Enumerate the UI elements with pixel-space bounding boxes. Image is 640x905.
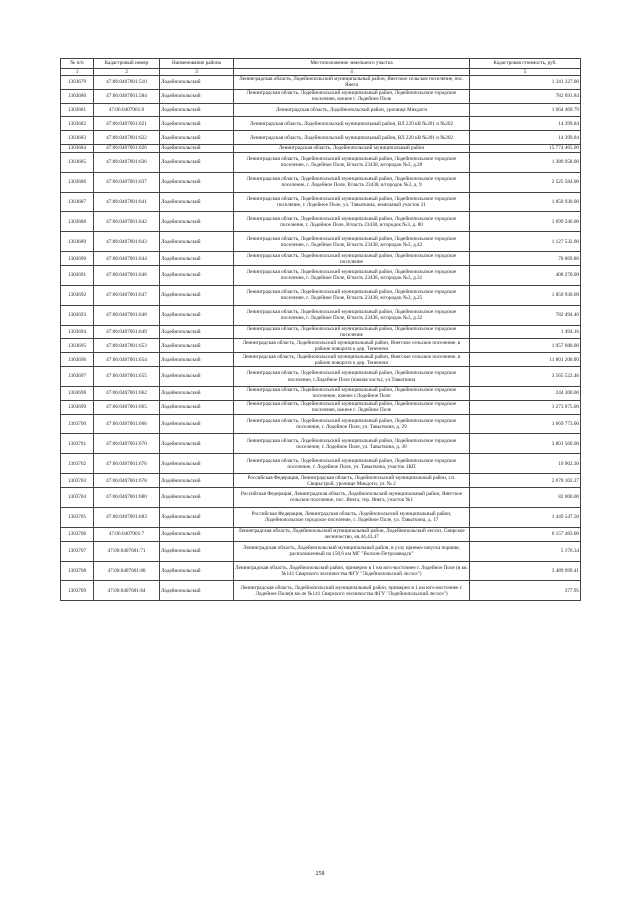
land-location: Ленинградская область, Лодейнопольский муниципальный район, Лодейнопольское городское поселение, г. Лодейное Поле, В/часть 23438, в/городок №3, д.31 [234, 266, 470, 286]
cadastral-number: 47:06:0407001:680 [94, 488, 160, 508]
land-location: Ленинградская область, Лодейнопольский муниципальный район, Лодейнопольское городское поселение, г. Лодейное Поле, В/часть 23438, в/городок №3, д. 9 [234, 172, 470, 192]
index-cell: 2 [94, 69, 160, 76]
table-row [61, 145, 581, 153]
cadastral-number: 47:06:0407001:642 [94, 212, 160, 232]
district-name: Лодейнопольский [160, 89, 234, 103]
cadastral-number: 47:06:0407001:636 [94, 152, 160, 172]
cadastral-value: 5 176.34 [470, 541, 581, 561]
cadastral-number: 47:06:0407001:84 [94, 581, 160, 601]
land-location: Ленинградская область, Лодейнопольский муниципальный район, Янегское сельское поселение, в районе поворота к дер. Тененичи [234, 353, 470, 367]
cadastral-number: 47:06:0407001:654 [94, 353, 160, 367]
table-row [61, 172, 581, 192]
row-number: 1303705 [61, 507, 94, 527]
cadastral-number: 47:06:0407001:584 [94, 89, 160, 103]
land-location: Ленинградская область, Лодейнопольский муниципальный район, ВЛ 220 кВ №201 и №202 [234, 131, 470, 145]
row-number: 1303692 [61, 285, 94, 305]
table-header-row [61, 59, 581, 69]
land-location: Ленинградская область, Лодейнопольский муниципальный район, Лодейнопольское городское поселение, г. Лодейное Поле, ул. Тавыткина, д. 29 [234, 414, 470, 434]
district-name: Лодейнопольский [160, 252, 234, 266]
cadastral-value: 1 957 680.00 [470, 339, 581, 353]
district-name: Лодейнопольский [160, 400, 234, 414]
district-name: Лодейнопольский [160, 103, 234, 117]
land-location: Ленинградская область, Лодейнопольский муниципальный район, Лодейнопольское городское поселение, г. Лодейное Поле, В/часть 23438, в/городок №3, д.32 [234, 305, 470, 325]
district-name: Лодейнопольский [160, 454, 234, 474]
table-body [61, 76, 581, 601]
row-number: 1303699 [61, 400, 94, 414]
cadastral-number: 47:06:0407001:510 [94, 76, 160, 90]
cadastral-number: 47:06:0407001:653 [94, 339, 160, 353]
cadastral-value: 1 699 246.00 [470, 212, 581, 232]
row-number: 1303706 [61, 527, 94, 541]
row-number: 1303681 [61, 103, 94, 117]
land-location: Ленинградская область, Лодейнопольский муниципальный район, Янегское сельское поселение, в районе поворота к дер. Тененичи [234, 339, 470, 353]
cadastral-value: 6 157 483.00 [470, 527, 581, 541]
cadastral-number: 47:06:0407001:662 [94, 386, 160, 400]
cadastral-number: 47:06:0407001:670 [94, 434, 160, 454]
cadastral-value: 782 494.40 [470, 305, 581, 325]
cadastral-value: 377.95 [470, 581, 581, 601]
table-row [61, 325, 581, 339]
row-number: 1303697 [61, 367, 94, 387]
row-number: 1303684 [61, 145, 94, 153]
index-cell: 3 [160, 69, 234, 76]
row-number: 1303682 [61, 117, 94, 131]
table-row [61, 434, 581, 454]
land-location: Ленинградская область, Лодейнопольский муниципальный район, примерно в 1 км юго-восточнее г. Лодейное Поле(в кв-ле №141 Свирского лесничества ФГУ "Лодейнопольский лесхоз") [234, 581, 470, 601]
row-number: 1303686 [61, 172, 94, 192]
row-number: 1303683 [61, 131, 94, 145]
table-row [61, 367, 581, 387]
cadastral-value: 1 850 930.00 [470, 192, 581, 212]
district-name: Лодейнопольский [160, 414, 234, 434]
district-name: Лодейнопольский [160, 152, 234, 172]
land-location: Ленинградская область, Лодейнопольский муниципальный район, Лодейнопольское городское поселение, южнее г.Лодейное Поле [234, 386, 470, 400]
cadastral-value: 1 127 532.00 [470, 232, 581, 252]
row-number: 1303685 [61, 152, 94, 172]
land-location: Ленинградская область, Лодейнопольский муниципальный район, в ухзу приема-запуска поршня, расположенный на 150,6 км МГ "Волхов-Петрозаводск" [234, 541, 470, 561]
land-location: Ленинградская область, Лодейнопольский муниципальный район, Лодейнопольское городское поселение, г. Лодейное Поле, ул. Тавыткина, земельный участок 31 [234, 192, 470, 212]
table-row [61, 266, 581, 286]
cadastral-number: 47:06:0407001:626 [94, 145, 160, 153]
cadastral-value: 3 801 560.00 [470, 434, 581, 454]
cadastral-number: 47:06:0407001:647 [94, 285, 160, 305]
land-location: Ленинградская область, Лодейнопольский муниципальный район, ВЛ 220 кВ №201 и №202 [234, 117, 470, 131]
cadastral-value: 3 489 099.41 [470, 561, 581, 581]
cadastral-value: 1 380 958.00 [470, 152, 581, 172]
district-name: Лодейнопольский [160, 232, 234, 252]
table-row [61, 541, 581, 561]
row-number: 1303680 [61, 89, 94, 103]
table-row [61, 561, 581, 581]
cadastral-number: 47:06:0407001:649 [94, 325, 160, 339]
district-name: Лодейнопольский [160, 561, 234, 581]
land-location: Ленинградская область, Лодейнопольский муниципальный район, Лодейнопольское городское поселение, г. Лодейное Поле, В/часть 23438, в/городок №3, д. 80 [234, 212, 470, 232]
cadastral-value: 10 902.30 [470, 454, 581, 474]
table-row [61, 103, 581, 117]
district-name: Лодейнопольский [160, 434, 234, 454]
district-name: Лодейнопольский [160, 581, 234, 601]
land-location: Ленинградская область, Лодейнопольский муниципальный район, Лодейнопольское городское поселение, южнее г. Лодейное Поле [234, 400, 470, 414]
page-number: 258 [315, 871, 325, 877]
row-number: 1303700 [61, 414, 94, 434]
table-row [61, 285, 581, 305]
cadastral-value-table [60, 58, 581, 601]
row-number: 1303703 [61, 474, 94, 488]
land-location: Ленинградская область, Лодейнопольский муниципальный район, Лодейнопольское городское поселение, г. Лодейное Поле, В/часть 23438, в/городок №3, д.42 [234, 232, 470, 252]
row-number: 1303693 [61, 305, 94, 325]
district-name: Лодейнопольский [160, 212, 234, 232]
index-cell: 5 [470, 69, 581, 76]
header-location: Местоположение земельного участка [234, 59, 470, 69]
header-district: Наименование района [160, 59, 234, 69]
index-cell: 4 [234, 69, 470, 76]
district-name: Лодейнопольский [160, 131, 234, 145]
land-location: Ленинградская область, Лодейнопольский муниципальный район, Лодейнопольский лесхоз, Свирское лесничество, кв.44,43,47 [234, 527, 470, 541]
district-name: Лодейнопольский [160, 474, 234, 488]
cadastral-number: 47:06:0407001:6 [94, 103, 160, 117]
table-row [61, 474, 581, 488]
land-location: Ленинградская область, Лодейнопольский муниципальный район, Лодейнопольское городское поселение, г. Лодейное Поле, ул. Тавыткина, участок 1КП [234, 454, 470, 474]
district-name: Лодейнопольский [160, 285, 234, 305]
district-name: Лодейнопольский [160, 386, 234, 400]
header-cadastral-number: Кадастровый номер [94, 59, 160, 69]
table-row [61, 305, 581, 325]
index-cell: 1 [61, 69, 94, 76]
table-row [61, 117, 581, 131]
district-name: Лодейнопольский [160, 172, 234, 192]
district-name: Лодейнопольский [160, 527, 234, 541]
cadastral-number: 47:06:0407001:665 [94, 400, 160, 414]
land-location: Ленинградская область, Лодейнопольский район, урочище Микдоги [234, 103, 470, 117]
land-location: Ленинградская область, Лодейнопольский район, примерно в 1 км юго-восточнее г. Лодейное Поле (в кв. №141 Свирского лесничества ФГУ "Лодейнопольский лесхоз") [234, 561, 470, 581]
row-number: 1303701 [61, 434, 94, 454]
row-number: 1303687 [61, 192, 94, 212]
cadastral-number: 47:06:0407001:622 [94, 131, 160, 145]
cadastral-value: 1 669 773.00 [470, 414, 581, 434]
district-name: Лодейнопольский [160, 353, 234, 367]
land-location: Ленинградская область, Лодейнопольский муниципальный район, Лодейнопольское городское поселение, южнее г. Лодейное Поле [234, 89, 470, 103]
cadastral-value: 2 078 102.27 [470, 474, 581, 488]
row-number: 1303707 [61, 541, 94, 561]
cadastral-number: 47:06:0407001:646 [94, 266, 160, 286]
row-number: 1303696 [61, 353, 94, 367]
row-number: 1303688 [61, 212, 94, 232]
row-number: 1303702 [61, 454, 94, 474]
district-name: Лодейнопольский [160, 367, 234, 387]
cadastral-value: 1 494.16 [470, 325, 581, 339]
row-number: 1303694 [61, 325, 94, 339]
cadastral-value: 1 850 930.00 [470, 285, 581, 305]
district-name: Лодейнопольский [160, 76, 234, 90]
land-location: Ленинградская область, Лодейнопольский муниципальный район, Лодейнопольское городское поселение, г. Лодейное Поле, ул. Тавыткина, д. 30 [234, 434, 470, 454]
cadastral-number: 47:06:0407001:666 [94, 414, 160, 434]
land-location: Ленинградская область, Лодейнопольский муниципальный район, Лодейнопольское городское поселение, г. Лодейное Поле, В/часть 23438, в/городок №3, д.25 [234, 285, 470, 305]
land-location: Ленинградская область, Лодейнопольский муниципальный район, Лодейнопольское городское поселение [234, 252, 470, 266]
header-cadastral-value: Кадастровая стоимость, руб. [470, 59, 581, 69]
table-row [61, 507, 581, 527]
district-name: Лодейнопольский [160, 339, 234, 353]
row-number: 1303689 [61, 232, 94, 252]
row-number: 1303679 [61, 76, 94, 90]
cadastral-value: 3 565 522.46 [470, 367, 581, 387]
cadastral-number: 47:06:0407001:648 [94, 305, 160, 325]
cadastral-value: 1 449 547.50 [470, 507, 581, 527]
land-location: Российская Федерация, Ленинградская область, Лодейнопольский муниципальный район, Лодейнопольское городское поселение, г. Лодейное Поле, ул. Тавыткина, д. 17 [234, 507, 470, 527]
district-name: Лодейнопольский [160, 192, 234, 212]
row-number: 1303695 [61, 339, 94, 353]
cadastral-number: 47:06:0407001:655 [94, 367, 160, 387]
district-name: Лодейнопольский [160, 305, 234, 325]
table-row [61, 414, 581, 434]
district-name: Лодейнопольский [160, 488, 234, 508]
table-row [61, 232, 581, 252]
cadastral-value: 1 664 469.79 [470, 103, 581, 117]
table-row [61, 152, 581, 172]
cadastral-number: 47:06:0407001:80 [94, 561, 160, 581]
row-number: 1303708 [61, 561, 94, 581]
cadastral-number: 47:06:0407001:678 [94, 474, 160, 488]
land-location: Ленинградская область, Лодейнопольский муниципальный район, Лодейнопольское городское поселение [234, 325, 470, 339]
cadastral-number: 47:06:0407001:643 [94, 232, 160, 252]
table-row [61, 527, 581, 541]
district-name: Лодейнопольский [160, 325, 234, 339]
district-name: Лодейнопольский [160, 117, 234, 131]
table-row [61, 252, 581, 266]
row-number: 1303709 [61, 581, 94, 601]
land-location: Ленинградская область, Лодейнопольский муниципальный район, Лодейнопольское городское поселение, г. Лодейное Поле, В/часть 23438, в/городок №3, д.28 [234, 152, 470, 172]
cadastral-value: 82 000.00 [470, 488, 581, 508]
cadastral-number: 47:06:0407001:71 [94, 541, 160, 561]
land-location: Российская Федерация, Ленинградская область, Лодейнопольский муниципальный район, г.п. Свирьстрой, урочище Микдоги, ул. № 2 [234, 474, 470, 488]
district-name: Лодейнопольский [160, 266, 234, 286]
table-row [61, 353, 581, 367]
row-number: 1303690 [61, 252, 94, 266]
cadastral-number: 47:06:0407001:683 [94, 507, 160, 527]
district-name: Лодейнопольский [160, 507, 234, 527]
row-number: 1303704 [61, 488, 94, 508]
land-location: Ленинградская область, Лодейнопольский муниципальный район [234, 145, 470, 153]
land-location: Ленинградская область, Лодейнопольский муниципальный район, Янегское сельское поселение, пос. Янега [234, 76, 470, 90]
table-row [61, 488, 581, 508]
table-row [61, 76, 581, 90]
cadastral-value: 11 801 200.00 [470, 353, 581, 367]
header-number: № п/п [61, 59, 94, 69]
cadastral-number: 47:06:0407001:637 [94, 172, 160, 192]
land-location: Российская Федерация, Ленинградская область, Лодейнопольский муниципальный район, Янегское сельское поселение, пос. Янега, тер. Янега, участок №1 [234, 488, 470, 508]
cadastral-value: 15 774 465.00 [470, 145, 581, 153]
cadastral-value: 78 069.86 [470, 252, 581, 266]
cadastral-number: 47:06:0407001:641 [94, 192, 160, 212]
land-location: Ленинградская область, Лодейнопольский муниципальный район, Лодейнопольское городское поселение, г.Лодейное Поле (южная часть), ул.Тавыткина [234, 367, 470, 387]
table-row [61, 192, 581, 212]
row-number: 1303691 [61, 266, 94, 286]
table-row [61, 400, 581, 414]
cadastral-number: 47:06:0407001:7 [94, 527, 160, 541]
cadastral-value: 782 691.84 [470, 89, 581, 103]
table-row [61, 339, 581, 353]
table-index-row [61, 69, 581, 76]
cadastral-number: 47:06:0407001:644 [94, 252, 160, 266]
cadastral-value: 14 399.84 [470, 117, 581, 131]
cadastral-value: 1 273 075.00 [470, 400, 581, 414]
cadastral-number: 47:06:0407001:621 [94, 117, 160, 131]
row-number: 1303698 [61, 386, 94, 400]
table-row [61, 386, 581, 400]
table-row [61, 581, 581, 601]
cadastral-value: 1 341 327.00 [470, 76, 581, 90]
cadastral-value: 408 270.00 [470, 266, 581, 286]
district-name: Лодейнопольский [160, 145, 234, 153]
table-row [61, 212, 581, 232]
cadastral-number: 47:06:0407001:676 [94, 454, 160, 474]
table-row [61, 454, 581, 474]
cadastral-value: 2 525 584.00 [470, 172, 581, 192]
table-row [61, 131, 581, 145]
cadastral-value: 14 399.84 [470, 131, 581, 145]
district-name: Лодейнопольский [160, 541, 234, 561]
cadastral-value: 244 300.00 [470, 386, 581, 400]
table-row [61, 89, 581, 103]
